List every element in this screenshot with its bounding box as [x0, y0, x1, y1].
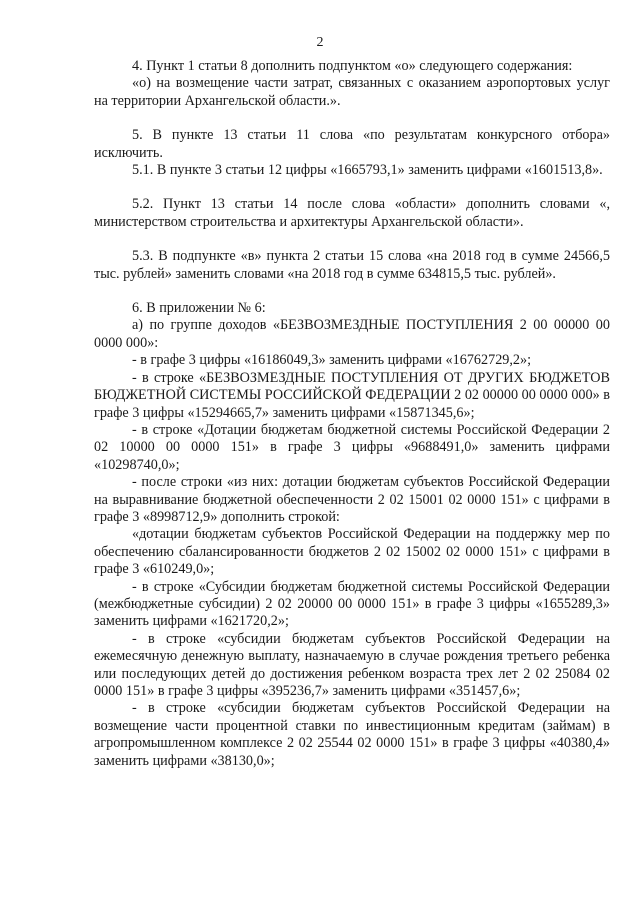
- document-body: [94, 58, 610, 770]
- page-number: 2: [316, 35, 324, 50]
- paragraph: 4. Пункт 1 статьи 8 дополнить подпунктом «о» следующего содержания:: [132, 58, 573, 74]
- paragraph: - в строке «БЕЗВОЗМЕЗДНЫЕ ПОСТУПЛЕНИЯ ОТ ДРУГИХ БЮДЖЕТОВ БЮДЖЕТНОЙ СИСТЕМЫ РОССИЙСКОЙ ФЕДЕРАЦИИ 2 02 00000 00 0000 000» в графе 3 цифры «15294665,7» заменить цифрами «15871345,6»;: [94, 369, 610, 421]
- paragraph: - в графе 3 цифры «16186049,3» заменить цифрами «16762729,2»;: [132, 352, 532, 369]
- paragraph: 5.3. В подпункте «в» пункта 2 статьи 15 слова «на 2018 год в сумме 24566,5 тыс. рублей» заменить словами «на 2018 год в сумме 634815,5 тыс. рублей».: [94, 248, 610, 282]
- paragraph: 5.2. Пункт 13 статьи 14 после слова «области» дополнить словами «, министерством строительства и архитектуры Архангельской области».: [94, 196, 610, 230]
- paragraph: 5.1. В пункте 3 статьи 12 цифры «1665793,1» заменить цифрами «1601513,8».: [132, 162, 603, 179]
- paragraph: «о) на возмещение части затрат, связанных с оказанием аэропортовых услуг на территории Архангельской области.».: [94, 75, 610, 109]
- paragraph: - в строке «субсидии бюджетам субъектов Российской Федерации на ежемесячную денежную выплату, назначаемую в случае рождения третьего ребенка или последующих детей до достижения ребенком возраста трех лет 2 02 25084 02 0000 151» в графе 3 цифры «395236,7» заменить цифрами «351457,6»;: [94, 630, 610, 699]
- paragraph: 6. В приложении № 6:: [132, 300, 266, 317]
- paragraph: «дотации бюджетам субъектов Российской Федерации на поддержку мер по обеспечению сбалансированности бюджетов 2 02 15002 02 0000 151» с цифрами в графе 3 «610249,0»;: [94, 526, 610, 578]
- paragraph: 5. В пункте 13 статьи 11 слова «по результатам конкурсного отбора» исключить.: [94, 127, 610, 161]
- paragraph: - в строке «Субсидии бюджетам бюджетной системы Российской Федерации (межбюджетные субсидии) 2 02 20000 00 0000 151» в графе 3 цифры «1655289,3» заменить цифрами «1621720,2»;: [94, 578, 610, 630]
- paragraph: - в строке «субсидии бюджетам субъектов Российской Федерации на возмещение части процентной ставки по инвестиционным кредитам (займам) в агропромышленном комплексе 2 02 25544 02 0000 151» в графе 3 цифры «40380,4» заменить цифрами «38130,0»;: [94, 700, 610, 769]
- paragraph: - после строки «из них: дотации бюджетам субъектов Российской Федерации на выравнивание бюджетной обеспеченности 2 02 15001 02 0000 151» с цифрами в графе 3 «8998712,9» дополнить строкой:: [94, 474, 610, 525]
- paragraph: - в строке «Дотации бюджетам бюджетной системы Российской Федерации 2 02 10000 00 0000 151» в графе 3 цифры «9688491,0» заменить цифрами «10298740,0»;: [94, 421, 610, 473]
- paragraph: а) по группе доходов «БЕЗВОЗМЕЗДНЫЕ ПОСТУПЛЕНИЯ 2 00 00000 00 0000 000»:: [94, 317, 610, 351]
